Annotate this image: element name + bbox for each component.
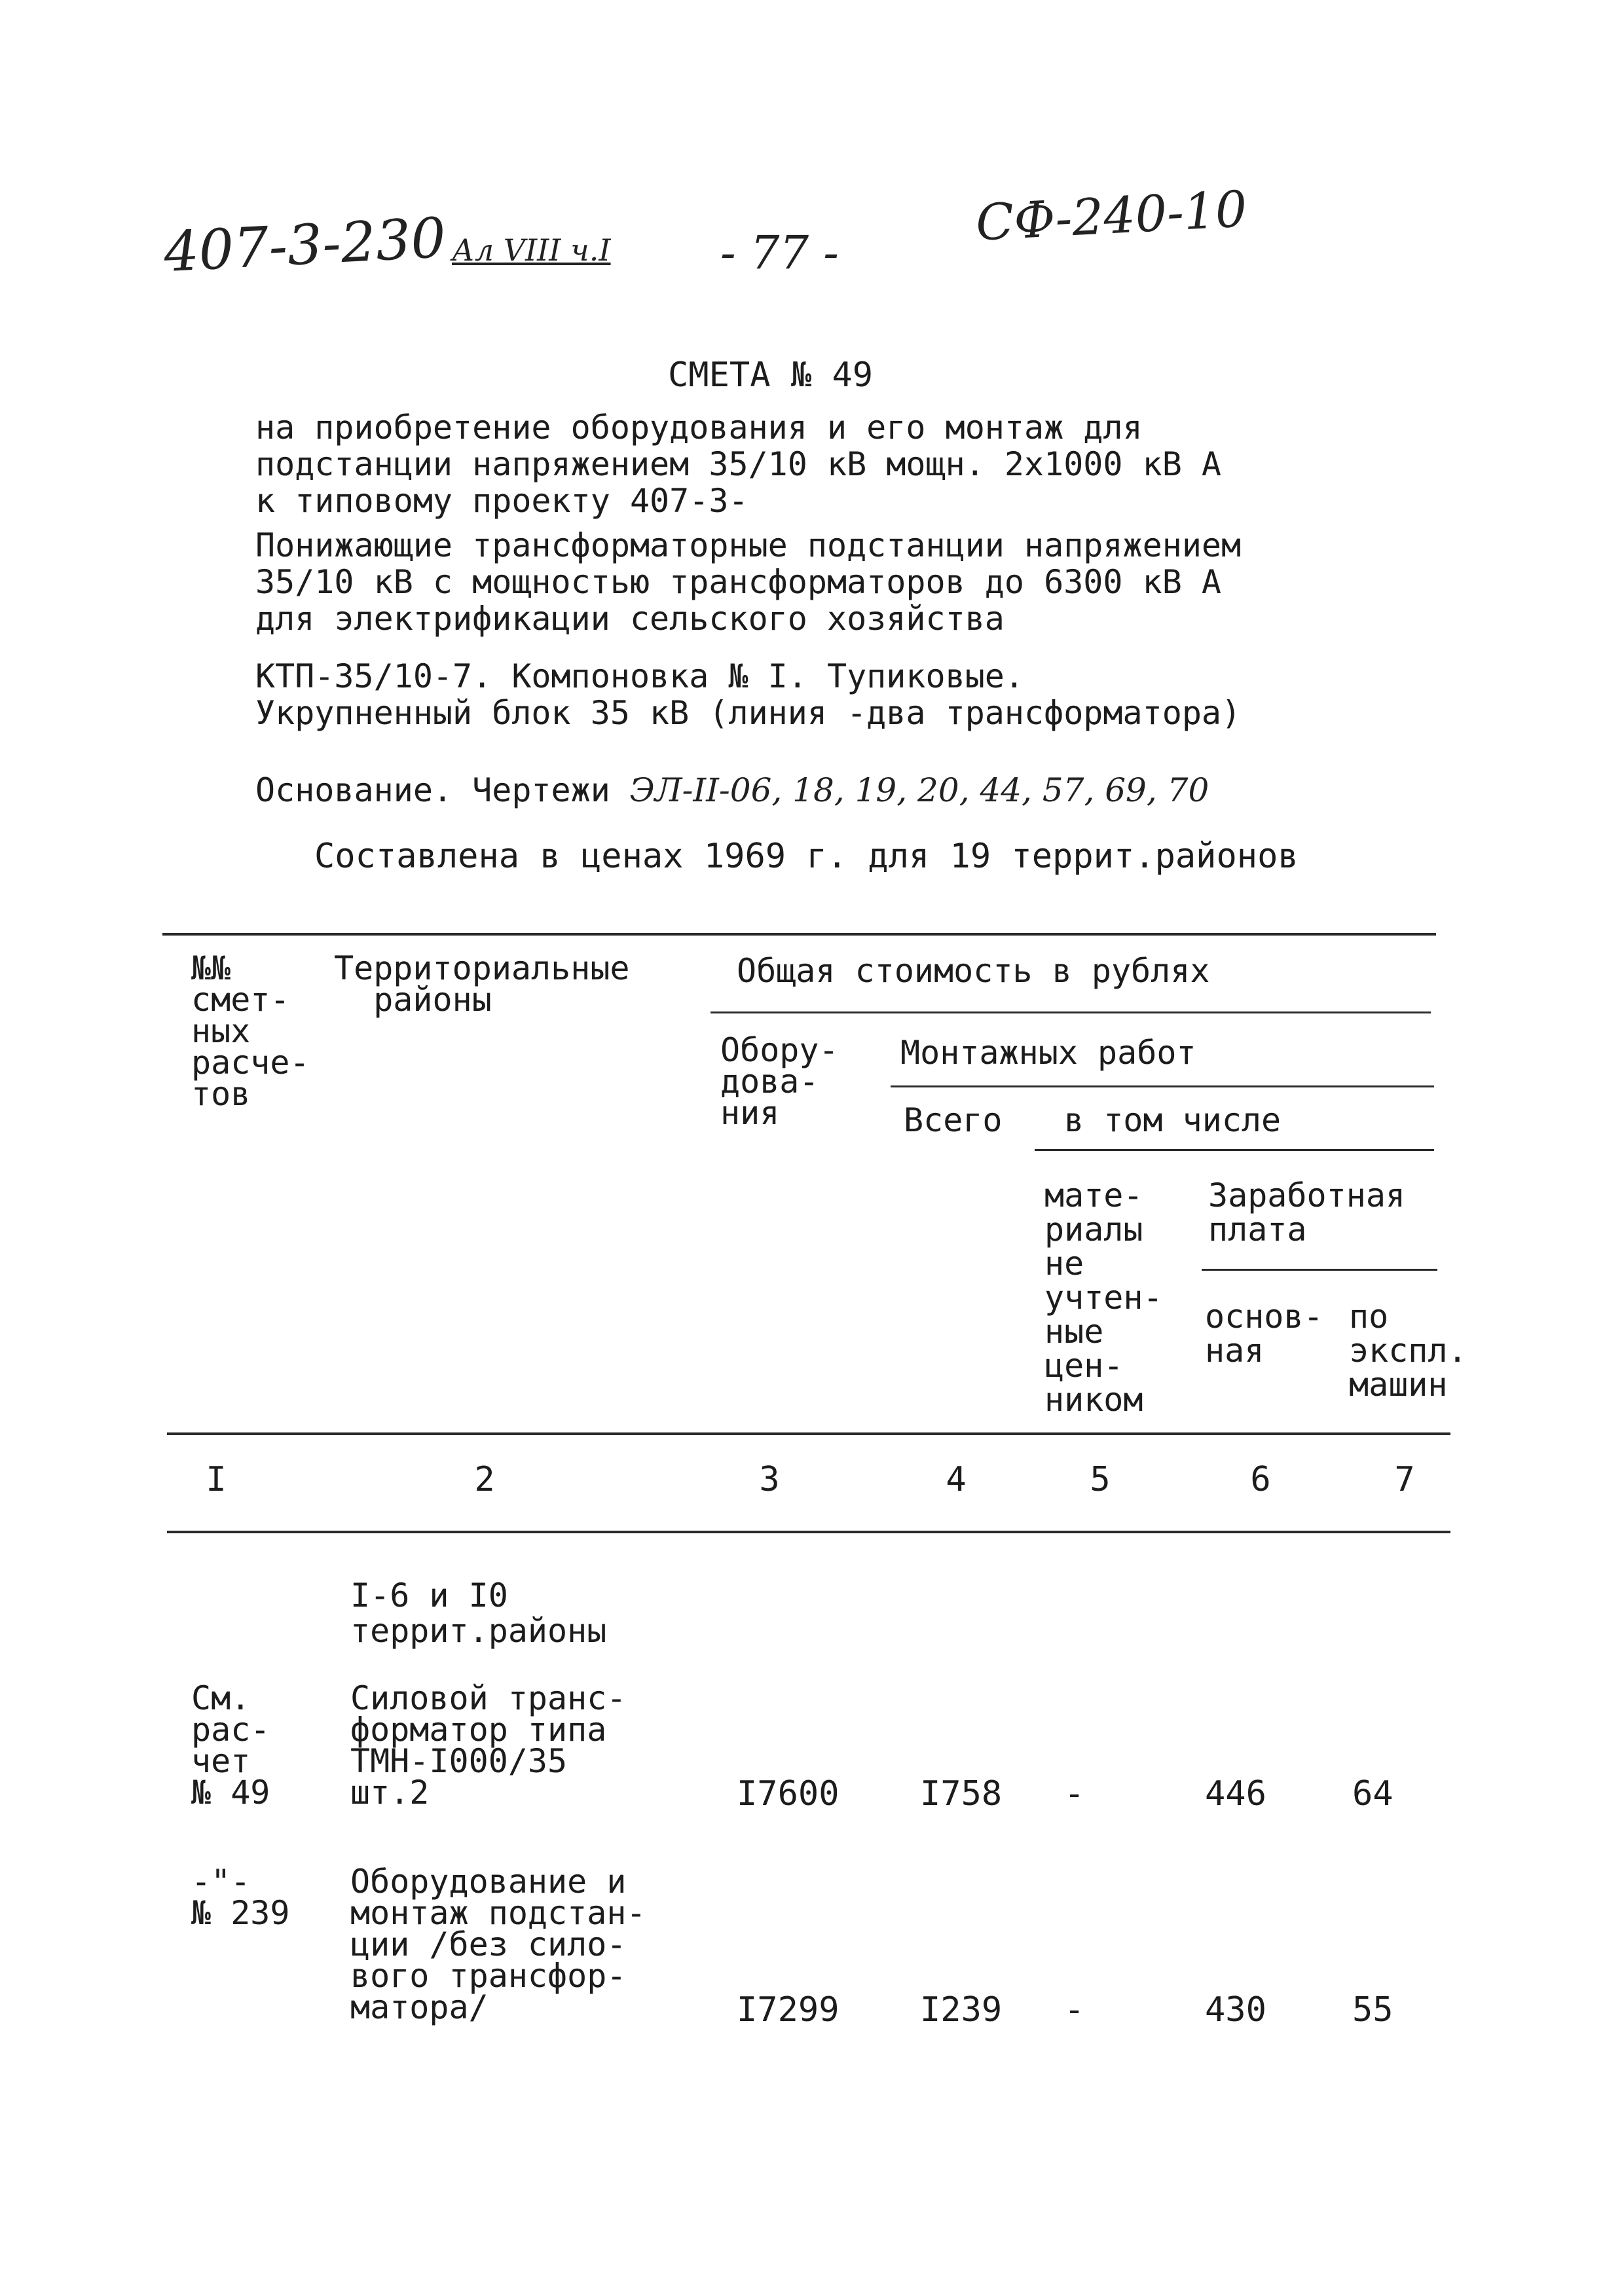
page-number: - 77 - [720,226,839,280]
basis-line [255,771,1209,809]
project-line: Понижающие трансформаторные подстанции напряжением [255,526,1242,564]
machines-header: по экспл. машин [1349,1298,1467,1404]
layout-block [255,658,1241,731]
row-description: Силовой транс- форматор типа ТМН-I000/35 шт.2 [350,1679,627,1812]
wages-rule [1202,1269,1437,1271]
row-installation-total: I758 [920,1774,1003,1813]
project-line: 35/10 кВ с мощностью трансформаторов до 6300 кВ А [255,563,1222,601]
header-bottom-rule [167,1432,1450,1435]
row-description: Оборудование и монтаж подстан- ции /без сило- вого трансфор- матора/ [350,1863,646,2026]
including-rule [1035,1149,1434,1151]
column-number: 6 [1250,1460,1271,1499]
basic-wage-header: основ- ная [1205,1298,1323,1370]
row-machine-wage: 55 [1352,1990,1393,2030]
row-installation-total: I239 [920,1990,1003,2030]
row-machine-wage: 64 [1352,1774,1393,1813]
installation-header: Монтажных работ [900,1034,1196,1072]
numbers-bottom-rule [167,1531,1450,1533]
row-reference: -"- № 239 [191,1863,290,1932]
col2-header: Территориальные районы [334,949,630,1019]
column-number: 7 [1394,1460,1415,1499]
group-heading: I-6 и I0 террит.районы [350,1576,607,1650]
prices-note: Составлена в ценах 1969 г. для 19 террит.районов [314,837,1299,876]
project-line: для электрификации сельского хозяйства [255,600,1005,638]
total-cost-header: Общая стоимость в рублях [737,952,1210,990]
subtitle-line: к типовому проекту 407-3- [255,482,748,520]
column-number: 2 [474,1460,495,1499]
column-number: I [206,1460,227,1499]
installation-rule [891,1085,1434,1087]
row-materials: - [1064,1990,1085,2030]
project-title-block [255,527,1241,637]
wages-header: Заработная плата [1208,1176,1406,1248]
code-right: СФ-240-10 [974,179,1249,252]
row-equipment-cost: I7600 [737,1774,840,1813]
row-materials: - [1064,1774,1085,1813]
row-equipment-cost: I7299 [737,1990,840,2030]
column-number: 5 [1090,1460,1111,1499]
row-basic-wage: 446 [1205,1774,1266,1813]
row-reference: См. рас- чет № 49 [191,1679,270,1812]
equipment-header: Обору- дова- ния [720,1031,839,1132]
materials-header: мате- риалы не учтен- ные цен- ником [1044,1176,1163,1419]
subtitle-block [255,409,1221,519]
layout-line: КТП-35/10-7. Компоновка № I. Тупиковые. [255,657,1024,695]
col1-header: №№ смет- ных расче- тов [191,949,310,1113]
table-top-rule [162,933,1436,936]
subtitle-line: подстанции напряжением 35/10 кВ мощн. 2х1000 кВ А [255,445,1222,483]
doc-code: 407-3-230 [162,205,448,285]
including-header: в том числе [1064,1101,1282,1139]
album-mark: Ал VIII ч.I [452,232,611,268]
total-cost-rule [710,1011,1431,1013]
column-number: 4 [946,1460,967,1499]
estimate-title: СМЕТА № 49 [668,355,874,395]
basis-drawings: ЭЛ-II-06, 18, 19, 20, 44, 57, 69, 70 [629,771,1209,809]
total-header: Всего [904,1101,1003,1139]
layout-line: Укрупненный блок 35 кВ (линия -два трансформатора) [255,694,1242,732]
column-number: 3 [759,1460,780,1499]
row-basic-wage: 430 [1205,1990,1266,2030]
basis-label: Основание. Чертежи [255,771,610,809]
subtitle-line: на приобретение оборудования и его монтаж для [255,409,1143,446]
